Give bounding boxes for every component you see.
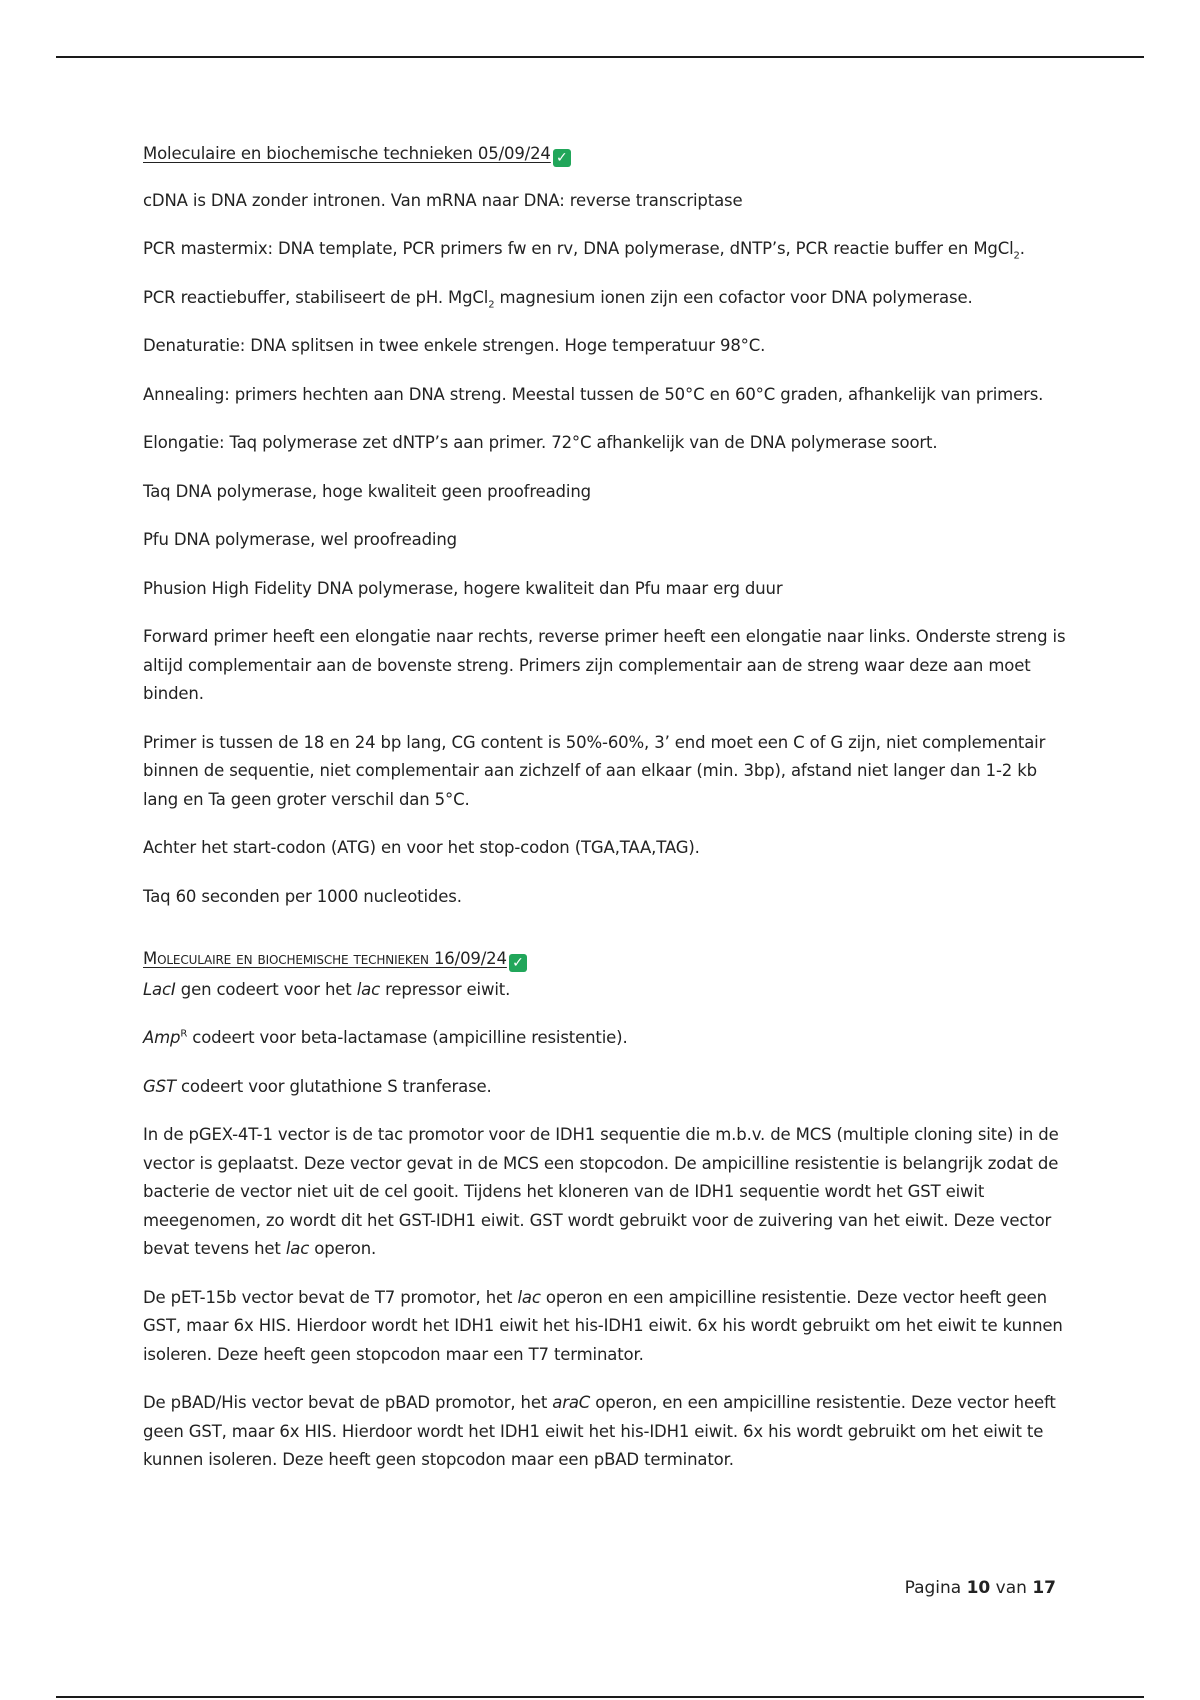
paragraph: Forward primer heeft een elongatie naar rechts, reverse primer heeft een elongatie naar links. Onderste streng is altijd complementair aan de bovenste streng. Primers zijn complementair aan de streng waar deze aan moet binden. [143, 627, 1066, 703]
paragraph: Pfu DNA polymerase, wel proofreading [143, 530, 457, 549]
heading-text: Moleculaire en biochemische technieken 05/09/24 [143, 144, 551, 163]
footer-rule [56, 1696, 1144, 1698]
check-mark-icon: ✓ [553, 149, 571, 167]
section-heading-1 [143, 140, 1073, 169]
paragraph: De pBAD/His vector bevat de pBAD promotor, het araC operon, en een ampicilline resistentie. Deze vector heeft geen GST, maar 6x HIS. Hierdoor wordt het IDH1 eiwit het his-IDH1 eiwit. 6x his wordt gebruikt om het eiwit te kunnen isoleren. Deze heeft geen stopcodon maar een pBAD terminator. [143, 1393, 1056, 1469]
section-heading-2 [143, 945, 1073, 974]
paragraph: PCR mastermix: DNA template, PCR primers fw en rv, DNA polymerase, dNTP’s, PCR reactie buffer en MgCl$_2$. [143, 239, 1025, 262]
paragraph: Phusion High Fidelity DNA polymerase, hogere kwaliteit dan Pfu maar erg duur [143, 578, 783, 598]
paragraph: Elongatie: Taq polymerase zet dNTP’s aan primer. 72°C afhankelijk van de DNA polymerase soort. [143, 433, 938, 452]
paragraph: Annealing: primers hechten aan DNA streng. Meestal tussen de 50°C en 60°C graden, afhankelijk van primers. [143, 384, 1044, 404]
paragraph: Achter het start-codon (ATG) en voor het stop-codon (TGA,TAA,TAG). [143, 838, 700, 857]
heading-text: Moleculaire en biochemische technieken 16/09/24 [143, 949, 507, 968]
document-body [143, 140, 1073, 1495]
paragraph: In de pGEX-4T-1 vector is de tac promotor voor de IDH1 sequentie die m.b.v. de MCS (multiple cloning site) in de vector is geplaatst. Deze vector gevat in de MCS een stopcodon. De ampicilline resistentie is belangrijk zodat de bacterie de vector niet uit de cel gooit. Tijdens het kloneren van de IDH1 sequentie wordt het GST eiwit meegenomen, zo wordt dit het GST-IDH1 eiwit. GST wordt gebruikt voor de zuivering van het eiwit. Deze vector bevat tevens het lac operon. [143, 1125, 1059, 1258]
paragraph: De pET-15b vector bevat de T7 promotor, het lac operon en een ampicilline resistentie. Deze vector heeft geen GST, maar 6x HIS. Hierdoor wordt het IDH1 eiwit het his-IDH1 eiwit. 6x his wordt gebruikt om het eiwit te kunnen isoleren. Deze heeft geen stopcodon maar een T7 terminator. [143, 1287, 1063, 1364]
paragraph: cDNA is DNA zonder intronen. Van mRNA naar DNA: reverse transcriptase [143, 190, 743, 210]
paragraph: LacI gen codeert voor het lac repressor eiwit. [143, 979, 511, 999]
header-rule [56, 56, 1144, 58]
paragraph: Primer is tussen de 18 en 24 bp lang, CG content is 50%-60%, 3’ end moet een C of G zijn, niet complementair binnen de sequentie, niet complementair aan zichzelf of aan elkaar (min. 3bp), afstand niet langer dan 1-2 kb lang en Ta geen groter verschil dan 5°C. [143, 732, 1046, 809]
paragraph: PCR reactiebuffer, stabiliseert de pH. MgCl$_2$ magnesium ionen zijn een cofactor voor DNA polymerase. [143, 287, 973, 310]
check-mark-icon: ✓ [509, 954, 527, 972]
page-number: Pagina 10 van 17 [904, 1578, 1056, 1598]
paragraph: Amp$^R$ codeert voor beta-lactamase (ampicilline resistentie). [143, 1028, 628, 1047]
paragraph: Taq 60 seconden per 1000 nucleotides. [143, 886, 462, 906]
paragraph: Denaturatie: DNA splitsen in twee enkele strengen. Hoge temperatuur 98°C. [143, 336, 766, 355]
paragraph: Taq DNA polymerase, hoge kwaliteit geen proofreading [143, 481, 591, 501]
paragraph: GST codeert voor glutathione S tranferase. [143, 1076, 492, 1096]
